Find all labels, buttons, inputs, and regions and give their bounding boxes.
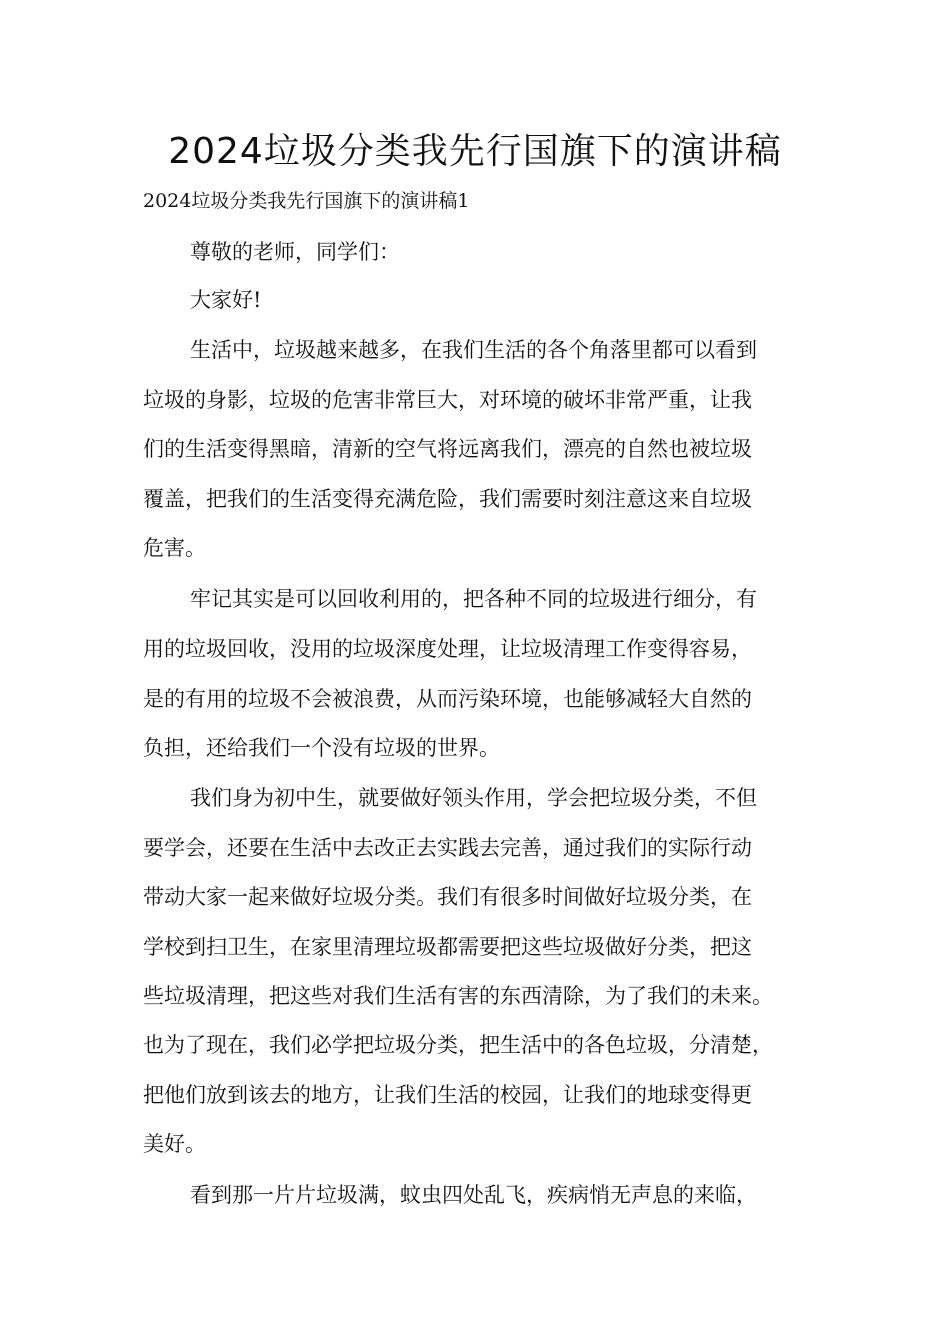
document-title: 2024垃圾分类我先行国旗下的演讲稿 (168, 131, 782, 172)
paragraph-line: 危害。 (143, 536, 206, 560)
paragraph-line: 要学会，还要在生活中去改正去实践去完善，通过我们的实际行动 (143, 836, 752, 860)
paragraph-line: 学校到扫卫生，在家里清理垃圾都需要把这些垃圾做好分类，把这 (143, 935, 752, 959)
paragraph-line: 美好。 (143, 1132, 206, 1156)
paragraph-line: 用的垃圾回收，没用的垃圾深度处理，让垃圾清理工作变得容易， (143, 637, 752, 661)
salutation-line: 尊敬的老师，同学们： (190, 240, 400, 264)
greeting-line: 大家好! (190, 288, 262, 312)
paragraph-line: 是的有用的垃圾不会被浪费，从而污染环境，也能够减轻大自然的 (143, 687, 752, 711)
document-subtitle: 2024垃圾分类我先行国旗下的演讲稿1 (143, 190, 470, 212)
paragraph-line: 也为了现在，我们必学把垃圾分类，把生活中的各色垃圾，分清楚， (143, 1033, 773, 1057)
paragraph-line: 带动大家一起来做好垃圾分类。我们有很多时间做好垃圾分类，在 (143, 885, 752, 909)
paragraph-line: 覆盖，把我们的生活变得充满危险，我们需要时刻注意这来自垃圾 (143, 487, 752, 511)
paragraph-line: 生活中，垃圾越来越多，在我们生活的各个角落里都可以看到 (190, 338, 757, 362)
paragraph-line: 我们身为初中生，就要做好领头作用，学会把垃圾分类，不但 (190, 786, 757, 810)
paragraph-line: 把他们放到该去的地方，让我们生活的校园，让我们的地球变得更 (143, 1083, 752, 1107)
paragraph-line: 看到那一片片垃圾满，蚊虫四处乱飞，疾病悄无声息的来临， (190, 1183, 757, 1207)
paragraph-line: 负担，还给我们一个没有垃圾的世界。 (143, 736, 500, 760)
paragraph-line: 们的生活变得黑暗，清新的空气将远离我们，漂亮的自然也被垃圾 (143, 437, 752, 461)
paragraph-line: 牢记其实是可以回收利用的，把各种不同的垃圾进行细分，有 (190, 587, 757, 611)
paragraph-line: 垃圾的身影，垃圾的危害非常巨大，对环境的破坏非常严重，让我 (143, 388, 752, 412)
paragraph-line: 些垃圾清理，把这些对我们生活有害的东西清除，为了我们的未来。 (143, 984, 773, 1008)
